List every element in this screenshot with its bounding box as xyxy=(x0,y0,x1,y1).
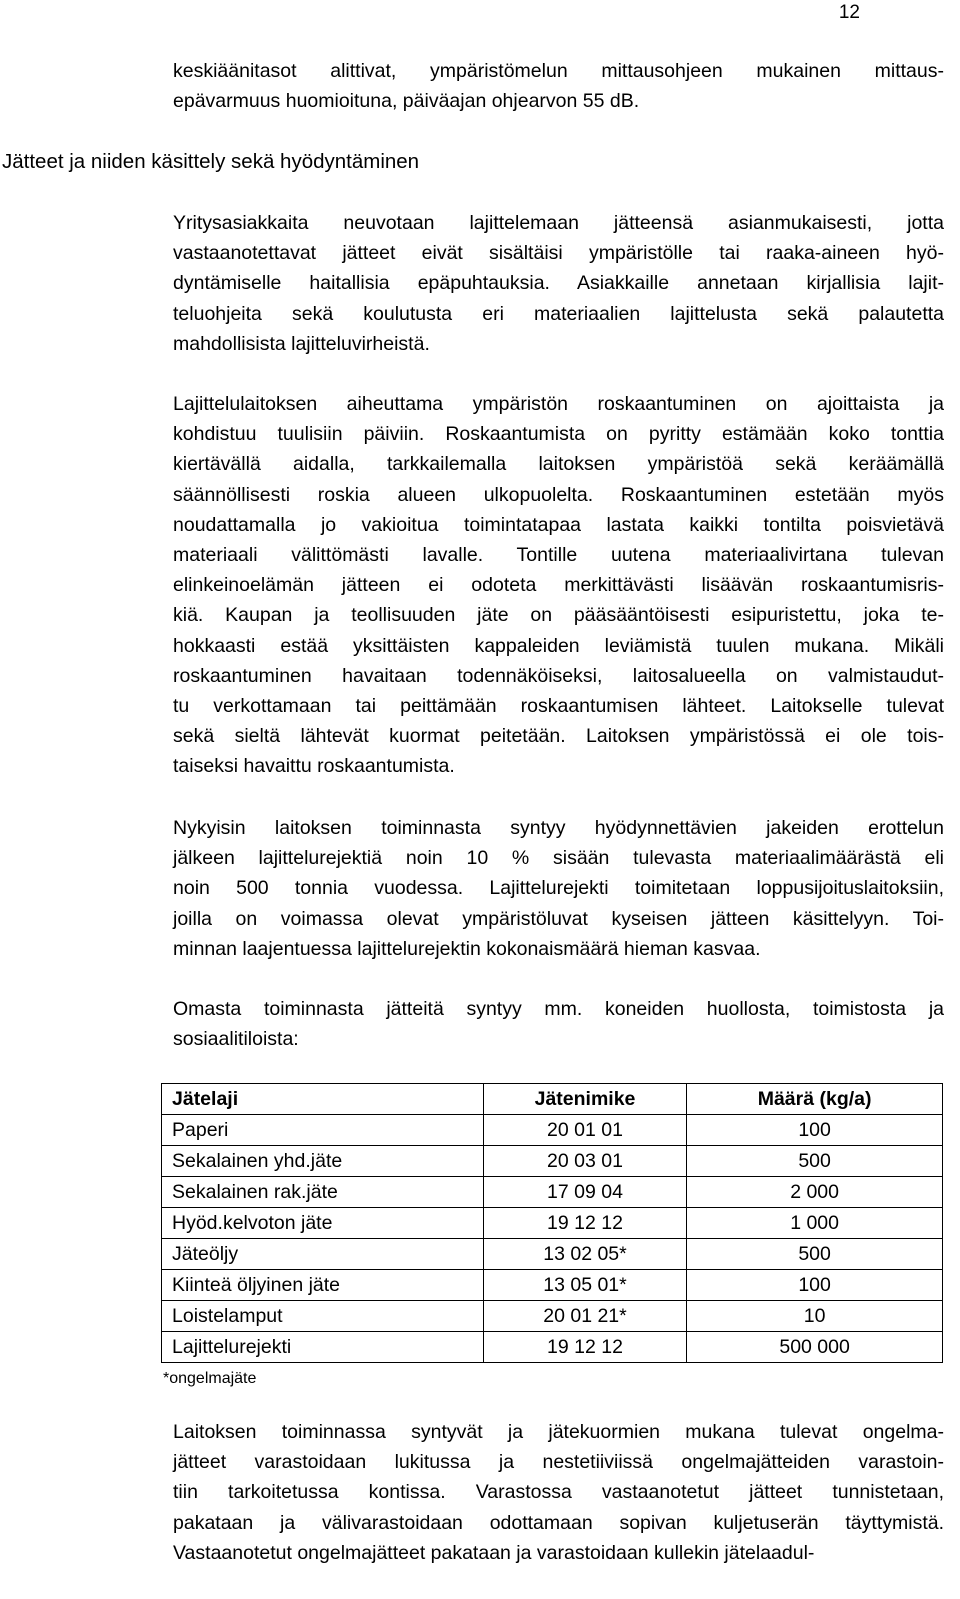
table-row xyxy=(162,1239,943,1270)
cell-waste-type: Sekalainen rak.jäte xyxy=(162,1177,484,1208)
cell-waste-type: Jäteöljy xyxy=(162,1239,484,1270)
text-line: joilla on voimassa olevat ympäristöluvat kyseisen jätteen käsittelyyn. Toi- xyxy=(173,907,944,930)
paragraph-hazardous xyxy=(173,1417,944,1568)
text-line: mahdollisista lajitteluvirheistä. xyxy=(173,332,430,355)
text-line: säännöllisesti roskia alueen ulkopuolelta. Roskaantuminen estetään myös xyxy=(173,483,944,506)
cell-waste-code: 20 01 21* xyxy=(483,1301,686,1332)
text-line: sekä sieltä lähtevät kuormat peitetään. Laitoksen ympäristössä ei ole tois- xyxy=(173,725,944,748)
cell-amount: 500 xyxy=(687,1239,943,1270)
cell-waste-type: Kiinteä öljyinen jäte xyxy=(162,1270,484,1301)
header-waste-code: Jätenimike xyxy=(483,1084,686,1115)
text-line: elinkeinoelämän jätteen ei odoteta merkittävästi lisäävän roskaantumisris- xyxy=(173,574,944,597)
table-row xyxy=(162,1270,943,1301)
paragraph-own-waste xyxy=(173,994,944,1054)
text-line: epävarmuus huomioituna, päiväajan ohjearvon 55 dB. xyxy=(173,90,640,113)
text-line: noudattamalla jo vakioitua toimintatapaa lastata kaikki tontilta poisvietävä xyxy=(173,513,944,536)
text-line: minnan laajentuessa lajittelurejektin kokonaismäärä hieman kasvaa. xyxy=(173,937,761,960)
text-line: Laitoksen toiminnassa syntyvät ja jätekuormien mukana tulevat ongelma- xyxy=(173,1421,944,1443)
cell-amount: 500 xyxy=(687,1146,943,1177)
cell-amount: 500 000 xyxy=(687,1332,943,1363)
cell-waste-type: Hyöd.kelvoton jäte xyxy=(162,1208,484,1239)
text-line: pakataan ja välivarastoidaan odottamaan sopivan kuljetuserän täyttymistä. xyxy=(173,1511,944,1534)
waste-table xyxy=(161,1083,943,1363)
paragraph-littering xyxy=(173,389,944,782)
text-line: kiä. Kaupan ja teollisuuden jäte on pääsääntöisesti esipuristettu, joka te- xyxy=(173,604,944,627)
paragraph-intro xyxy=(173,56,944,116)
cell-amount: 100 xyxy=(687,1270,943,1301)
table-row xyxy=(162,1177,943,1208)
paragraph-sorting xyxy=(173,208,944,359)
page-number: 12 xyxy=(838,2,860,23)
cell-waste-type: Lajittelurejekti xyxy=(162,1332,484,1363)
cell-amount: 100 xyxy=(687,1115,943,1146)
text-line: Omasta toiminnasta jätteitä syntyy mm. koneiden huollosta, toimistosta ja xyxy=(173,998,944,1020)
text-line: kohdistuu tuulisiin päiviin. Roskaantumista on pyritty estämään koko tonttia xyxy=(173,423,944,446)
cell-waste-code: 17 09 04 xyxy=(483,1177,686,1208)
cell-waste-type: Paperi xyxy=(162,1115,484,1146)
cell-amount: 2 000 xyxy=(687,1177,943,1208)
cell-waste-code: 13 02 05* xyxy=(483,1239,686,1270)
text-line: jälkeen lajittelurejektiä noin 10 % sisään tulevasta materiaalimäärästä eli xyxy=(173,847,944,870)
text-line: Lajittelulaitoksen aiheuttama ympäristön roskaantuminen on ajoittaista ja xyxy=(173,393,944,415)
text-line: roskaantuminen havaitaan todennäköiseksi, laitosalueella on valmistaudut- xyxy=(173,664,944,687)
paragraph-reject xyxy=(173,813,944,964)
table-header-row xyxy=(162,1084,943,1115)
cell-waste-type: Sekalainen yhd.jäte xyxy=(162,1146,484,1177)
table-footnote: *ongelmajäte xyxy=(163,1370,257,1387)
cell-waste-code: 19 12 12 xyxy=(483,1332,686,1363)
cell-amount: 10 xyxy=(687,1301,943,1332)
text-line: kiertävällä aidalla, tarkkailemalla laitoksen ympäristöä sekä keräämällä xyxy=(173,453,944,476)
table-row xyxy=(162,1208,943,1239)
text-line: Nykyisin laitoksen toiminnasta syntyy hyödynnettävien jakeiden erottelun xyxy=(173,817,944,839)
text-line: tiin tarkoitetussa kontissa. Varastossa vastaanotetut jätteet tunnistetaan, xyxy=(173,1481,944,1504)
text-line: taiseksi havaittu roskaantumista. xyxy=(173,755,455,778)
text-line: jätteet varastoidaan lukitussa ja nestetiiviissä ongelmajätteiden varastoin- xyxy=(173,1451,944,1474)
cell-waste-code: 20 01 01 xyxy=(483,1115,686,1146)
text-line: hokkaasti estää yksittäisten kappaleiden leviämistä tuulen mukana. Mikäli xyxy=(173,634,944,657)
section-heading: Jätteet ja niiden käsittely sekä hyödyntäminen xyxy=(2,150,420,173)
header-waste-type: Jätelaji xyxy=(162,1084,484,1115)
text-line: Yritysasiakkaita neuvotaan lajittelemaan jätteensä asianmukaisesti, jotta xyxy=(173,212,944,234)
text-line: teluohjeita sekä koulutusta eri materiaalien lajittelusta sekä palautetta xyxy=(173,302,944,325)
table-row xyxy=(162,1115,943,1146)
text-line: dyntämiselle haitallisia epäpuhtauksia. Asiakkaille annetaan kirjallisia lajit- xyxy=(173,272,944,295)
header-amount: Määrä (kg/a) xyxy=(687,1084,943,1115)
cell-waste-type: Loistelamput xyxy=(162,1301,484,1332)
text-line: keskiäänitasot alittivat, ympäristömelun mittausohjeen mukainen mittaus- xyxy=(173,60,944,82)
cell-waste-code: 13 05 01* xyxy=(483,1270,686,1301)
cell-waste-code: 19 12 12 xyxy=(483,1208,686,1239)
cell-waste-code: 20 03 01 xyxy=(483,1146,686,1177)
table-row xyxy=(162,1301,943,1332)
text-line: materiaali välittömästi lavalle. Tontille uutena materiaalivirtana tulevan xyxy=(173,544,944,567)
text-line: vastaanotettavat jätteet eivät sisältäisi ympäristölle tai raaka-aineen hyö- xyxy=(173,242,944,265)
table-row xyxy=(162,1332,943,1363)
cell-amount: 1 000 xyxy=(687,1208,943,1239)
text-line: noin 500 tonnia vuodessa. Lajittelurejekti toimitetaan loppusijoituslaitoksiin, xyxy=(173,877,944,900)
text-line: tu verkottamaan tai peittämään roskaantumisen lähteet. Laitokselle tulevat xyxy=(173,695,944,718)
text-line: sosiaalitiloista: xyxy=(173,1028,299,1051)
table-row xyxy=(162,1146,943,1177)
text-line: Vastaanotetut ongelmajätteet pakataan ja varastoidaan kullekin jätelaadul- xyxy=(173,1541,815,1564)
